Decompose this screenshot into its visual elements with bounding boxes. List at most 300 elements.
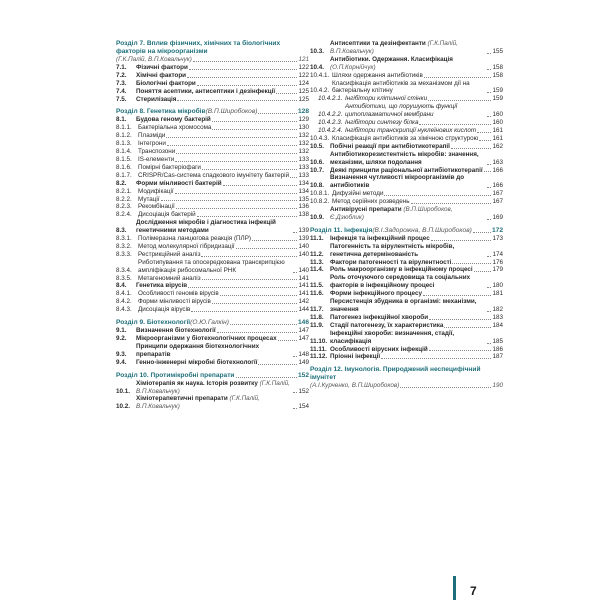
toc-entry[interactable] xyxy=(310,151,503,167)
toc-entry[interactable] xyxy=(116,306,309,314)
entry-body xyxy=(136,96,309,104)
entry-page: 160 xyxy=(492,119,503,127)
toc-section xyxy=(310,227,503,362)
entry-title xyxy=(136,88,275,96)
section-title-text: Розділ 9. Біотехнології xyxy=(116,319,191,327)
toc-entry[interactable] xyxy=(310,322,503,330)
toc-entry[interactable] xyxy=(116,327,309,335)
entry-page: 124 xyxy=(298,79,309,87)
section-title-text: Розділ 10. Протимікробні препарати xyxy=(116,371,235,379)
section-title[interactable] xyxy=(116,319,309,327)
entry-page: 141 xyxy=(298,290,309,298)
entry-number: 11.11. xyxy=(310,345,327,353)
toc-entry[interactable] xyxy=(310,72,503,80)
entry-body xyxy=(138,298,309,306)
dot-leader xyxy=(293,232,297,233)
dot-leader xyxy=(175,161,297,162)
entry-body xyxy=(136,80,309,88)
entry-title-text: Полімеразна ланцюгова реакція (ПЛР) xyxy=(138,235,251,243)
entry-title xyxy=(138,140,166,148)
section-author: (О.Ю.Галкін) xyxy=(190,319,229,327)
entry-title xyxy=(138,298,211,306)
dot-leader xyxy=(177,100,297,101)
entry-title xyxy=(136,359,257,367)
entry-title-text: Дисоціація бактерій xyxy=(138,211,196,219)
toc-entry[interactable] xyxy=(116,132,309,140)
entry-title xyxy=(330,298,486,314)
entry-number: 8.3.3. xyxy=(116,250,132,258)
entry-number: 10.8. xyxy=(310,182,325,190)
entry-body xyxy=(136,180,309,188)
entry-title-text: Модифікації xyxy=(138,187,174,195)
toc-section xyxy=(310,366,503,390)
entry-title xyxy=(138,251,200,259)
entry-page: 166 xyxy=(492,166,503,174)
toc-entry[interactable] xyxy=(116,156,309,164)
section-author-line xyxy=(310,382,503,390)
toc-entry[interactable] xyxy=(310,135,503,143)
entry-body xyxy=(136,64,309,72)
entry-body xyxy=(330,174,503,190)
entry-page: 162 xyxy=(492,142,503,150)
entry-title-text: Визначення чутливості мікроорганізмів до антибіотиків xyxy=(330,174,465,190)
entry-title-text: Бактеріальна хромосома xyxy=(138,124,212,132)
entry-page: 169 xyxy=(492,213,503,221)
toc-entry[interactable] xyxy=(310,235,503,243)
entry-title-text: Особливості геномів вірусів xyxy=(138,290,219,298)
entry-title-text: Будова геному бактерій xyxy=(136,116,211,124)
section-page: 128 xyxy=(297,108,309,116)
entry-title-text: Інгібітори синтезу білка xyxy=(345,119,419,127)
toc-entry[interactable] xyxy=(310,298,503,314)
entry-page: 139 xyxy=(298,235,309,243)
toc-entry[interactable] xyxy=(310,174,503,190)
entry-title xyxy=(332,135,478,143)
entry-page: 141 xyxy=(298,282,309,290)
entry-title-text: Біологічні фактори xyxy=(136,79,196,87)
entry-number: 8.3.1. xyxy=(116,235,132,243)
entry-title xyxy=(138,259,292,275)
section-author: (В.П.Широбоков) xyxy=(205,108,258,116)
entry-page: 149 xyxy=(298,358,309,366)
toc-entry[interactable] xyxy=(310,314,503,322)
toc-entry[interactable] xyxy=(310,127,503,135)
dot-leader xyxy=(411,203,492,204)
entry-title-text: Риботипування та опосередкована транскрипцією ампліфікація рибосомальної РНК xyxy=(138,258,285,274)
entry-body xyxy=(136,395,309,411)
toc-entry[interactable] xyxy=(116,140,309,148)
toc-entry[interactable] xyxy=(116,243,309,251)
entry-number: 8.1.1. xyxy=(116,124,132,132)
toc-entry[interactable] xyxy=(310,243,503,259)
entry-title-text: Антисептики та дезінфектанти xyxy=(330,40,426,47)
dot-leader xyxy=(167,145,298,146)
dot-leader xyxy=(278,340,298,341)
entry-number: 8.1.5. xyxy=(116,155,132,163)
entry-title xyxy=(330,274,486,290)
toc-entry[interactable] xyxy=(116,259,309,275)
entry-page: 163 xyxy=(492,158,503,166)
entry-title-text: Патогенність та вірулентність мікробів, генетична детермінованість xyxy=(330,242,455,258)
dot-leader xyxy=(212,129,297,130)
entry-number: 8.4.2. xyxy=(116,298,132,306)
dot-leader xyxy=(258,364,297,365)
section-title-text: Розділ 8. Генетика мікробів xyxy=(116,108,206,116)
entry-page: 159 xyxy=(492,87,503,95)
section-title[interactable] xyxy=(116,40,309,56)
entry-page: 129 xyxy=(298,116,309,124)
toc-entry[interactable] xyxy=(310,103,503,119)
entry-title xyxy=(136,327,216,335)
entry-number: 10.4. xyxy=(310,63,325,71)
entry-title xyxy=(330,353,380,361)
entry-number: 9.3. xyxy=(116,350,127,358)
entry-number: 10.5. xyxy=(310,142,325,150)
toc-entry[interactable] xyxy=(310,274,503,290)
entry-author: (Г.К.Палій, В.П.Ковальчук) xyxy=(136,395,260,411)
toc-entry[interactable] xyxy=(310,40,503,56)
entry-number: 11.3. xyxy=(310,258,324,266)
entry-number: 8.3.4. xyxy=(116,266,132,274)
entry-title xyxy=(330,290,422,298)
entry-body xyxy=(330,314,503,322)
section-page: 190 xyxy=(492,382,503,390)
entry-title xyxy=(136,343,292,359)
entry-title xyxy=(345,127,476,135)
entry-title-text: Хіміотерапія як наука. Історія розвитку xyxy=(136,379,258,387)
entry-title-text: Інфекційні хвороби: визначення, стадії, класифікація xyxy=(330,329,455,345)
toc-entry[interactable] xyxy=(116,80,309,88)
entry-number: 10.4.3. xyxy=(310,134,330,142)
entry-body xyxy=(332,198,503,206)
entry-author: (Г.К.Палій, В.П.Ковальчук) xyxy=(136,379,290,395)
entry-number: 10.1. xyxy=(116,387,131,395)
entry-title-text: Шляхи одержання антибіотиків xyxy=(332,71,423,79)
toc-entry[interactable] xyxy=(116,251,309,259)
entry-title xyxy=(138,164,201,172)
entry-number: 8.2.2. xyxy=(116,195,132,203)
entry-page: 182 xyxy=(492,306,503,313)
entry-title-text: Визначення біотехнології xyxy=(136,327,216,335)
dot-leader xyxy=(487,92,491,93)
entry-page: 161 xyxy=(492,134,503,142)
entry-number: 8.2.4. xyxy=(116,211,132,219)
entry-body xyxy=(138,235,309,243)
entry-body xyxy=(345,119,503,127)
entry-title-text: Генетика вірусів xyxy=(136,282,188,290)
toc-entry[interactable] xyxy=(116,343,309,359)
section-title[interactable] xyxy=(310,227,503,235)
section-title[interactable] xyxy=(116,372,309,380)
entry-page: 180 xyxy=(492,282,503,290)
dot-leader xyxy=(487,311,491,312)
toc-entry[interactable] xyxy=(310,290,503,298)
dot-leader xyxy=(176,153,297,154)
entry-body xyxy=(136,219,309,235)
entry-page: 184 xyxy=(492,321,503,329)
section-author: (А.І.Курченко, В.П.Широбоков) xyxy=(310,382,400,390)
entry-title xyxy=(332,72,423,80)
entry-page: 173 xyxy=(492,234,503,242)
dot-leader xyxy=(423,295,492,296)
entry-page: 176 xyxy=(492,258,503,266)
entry-title xyxy=(330,151,486,167)
entry-page: 141 xyxy=(298,274,309,282)
toc-entry[interactable] xyxy=(310,56,503,72)
dot-leader xyxy=(381,358,491,359)
dot-leader xyxy=(217,332,298,333)
entry-number: 11.4. xyxy=(310,266,324,274)
page-number-bar xyxy=(453,576,456,600)
toc-section xyxy=(116,372,309,412)
toc-entry[interactable] xyxy=(310,330,503,346)
toc-entry[interactable] xyxy=(310,198,503,206)
entry-page: 147 xyxy=(298,327,309,335)
entry-author: (О.П.Корнійчук) xyxy=(330,63,376,71)
toc-entry[interactable] xyxy=(116,88,309,96)
entry-title-text: Мікроорганізми у біотехнологічних процесах xyxy=(136,335,277,342)
toc-entry[interactable] xyxy=(116,298,309,306)
entry-number: 8.3.2. xyxy=(116,242,132,250)
entry-body xyxy=(138,132,309,140)
entry-number: 8.1.6. xyxy=(116,163,132,171)
entry-page: 155 xyxy=(492,47,503,55)
toc-entry[interactable] xyxy=(310,353,503,361)
entry-body xyxy=(330,330,503,346)
dot-leader xyxy=(479,140,491,141)
dot-leader xyxy=(293,408,297,409)
entry-number: 11.12. xyxy=(310,353,328,361)
entry-body xyxy=(330,243,503,259)
entry-title xyxy=(332,80,486,96)
entry-body xyxy=(138,306,309,314)
entry-page: 185 xyxy=(492,337,503,345)
entry-title-text: Мутації xyxy=(138,195,160,203)
entry-page: 179 xyxy=(492,266,503,274)
toc-entry[interactable] xyxy=(116,235,309,243)
dot-leader xyxy=(252,240,297,241)
dot-leader xyxy=(474,271,492,272)
entry-page: 140 xyxy=(298,250,309,258)
dot-leader xyxy=(197,85,298,86)
entry-body xyxy=(138,259,309,275)
entry-page: 136 xyxy=(298,203,309,211)
entry-title-text: Інгібітори транскрипції нуклеїнових кислот xyxy=(345,126,477,134)
entry-page: 134 xyxy=(298,187,309,195)
entry-body xyxy=(138,156,309,164)
dot-leader xyxy=(191,311,297,312)
entry-page: 139 xyxy=(298,227,309,235)
entry-title-text: Генно-інженерні мікробні біотехнології xyxy=(136,358,258,366)
entry-page: 187 xyxy=(492,353,503,361)
dot-leader xyxy=(487,164,491,165)
dot-leader xyxy=(176,208,298,209)
entry-page: 152 xyxy=(298,387,309,395)
toc-entry[interactable] xyxy=(310,206,503,222)
entry-body xyxy=(332,72,503,80)
entry-number: 8.1.2. xyxy=(116,132,132,140)
entry-title xyxy=(138,235,251,243)
entry-page: 140 xyxy=(298,242,309,250)
entry-title-text: Антибіотики. Одержання. Класифікація xyxy=(330,55,453,63)
dot-leader xyxy=(431,240,492,241)
section-title-text: Розділ 7. Вплив фізичних, хімічних та біологічних факторів на мікроорганізми xyxy=(116,40,281,55)
entry-body xyxy=(138,148,309,156)
entry-title-text: Роль макроорганізму в інфекційному процесі xyxy=(330,266,473,274)
entry-body xyxy=(330,274,503,290)
entry-number: 10.8.1. xyxy=(310,190,330,198)
entry-body xyxy=(138,243,309,251)
entry-title xyxy=(345,103,486,119)
toc-section xyxy=(310,40,503,222)
dot-leader xyxy=(487,287,491,288)
toc-entry[interactable] xyxy=(116,172,309,180)
entry-body xyxy=(330,353,503,361)
entry-page: 160 xyxy=(492,111,503,119)
entry-page: 186 xyxy=(492,345,503,353)
toc-section xyxy=(116,40,309,103)
section-page: 121 xyxy=(298,56,309,63)
entry-number: 11.9. xyxy=(310,321,324,329)
entry-body xyxy=(138,172,309,180)
entry-number: 10.4.2.1. xyxy=(318,95,343,103)
toc-entry[interactable] xyxy=(116,164,309,172)
entry-page: 158 xyxy=(492,71,503,79)
entry-number: 10.8.2. xyxy=(310,198,330,206)
entry-title xyxy=(138,148,175,156)
toc-entry[interactable] xyxy=(116,380,309,396)
entry-title-text: Стерилізація xyxy=(136,95,177,103)
toc-right-column xyxy=(310,40,503,395)
dot-leader xyxy=(487,343,491,344)
entry-body xyxy=(330,56,503,72)
entry-number: 7.5. xyxy=(116,95,127,103)
entry-page: 148 xyxy=(298,350,309,358)
dot-leader xyxy=(193,56,298,62)
toc-entry[interactable] xyxy=(116,72,309,80)
entry-title-text: Антибіотикорезистентність мікробів: значення, механізми, шляхи подолання xyxy=(330,150,479,166)
dot-leader xyxy=(484,171,492,172)
entry-number: 11.2. xyxy=(310,250,324,258)
entry-title-text: Деякі принципи раціональної антибіотикотерапії xyxy=(330,166,483,174)
entry-body xyxy=(332,80,503,96)
entry-number: 10.7. xyxy=(310,166,325,174)
entry-number: 7.4. xyxy=(116,87,127,95)
dot-leader xyxy=(212,303,298,304)
entry-title-text: Метод серійних розведень xyxy=(332,198,410,206)
toc-entry[interactable] xyxy=(116,359,309,367)
entry-number: 10.4.2. xyxy=(310,87,330,95)
page-number: 7 xyxy=(470,584,477,598)
dot-leader xyxy=(477,132,491,133)
entry-title-text: Патогенез інфекційної хвороби xyxy=(330,313,429,321)
entry-body xyxy=(136,359,309,367)
entry-body xyxy=(330,206,503,222)
entry-page: 132 xyxy=(298,140,309,148)
dot-leader xyxy=(220,295,298,296)
toc-entry[interactable] xyxy=(310,119,503,127)
entry-page: 167 xyxy=(492,190,503,198)
entry-number: 8.4. xyxy=(116,282,127,290)
entry-author: (В.П.Широбоков, Є.Дзюблик) xyxy=(330,206,453,221)
dot-leader xyxy=(487,219,491,220)
dot-leader xyxy=(175,193,298,194)
entry-number: 8.3.5. xyxy=(116,274,132,282)
entry-page: 132 xyxy=(298,132,309,140)
entry-number: 8.1.3. xyxy=(116,140,132,148)
entry-page: 133 xyxy=(298,155,309,163)
dot-leader xyxy=(429,350,492,351)
entry-page: 144 xyxy=(298,306,309,314)
section-title-text: Розділ 11. Інфекція xyxy=(310,226,373,234)
dot-leader xyxy=(276,93,297,94)
dot-leader xyxy=(444,327,491,328)
dot-leader xyxy=(197,216,298,217)
entry-number: 10.2. xyxy=(116,403,131,411)
entry-page: 181 xyxy=(492,290,503,298)
entry-page: 134 xyxy=(298,179,309,187)
entry-title xyxy=(136,80,196,88)
entry-page: 174 xyxy=(492,250,503,258)
entry-number: 7.1. xyxy=(116,63,127,71)
entry-number: 10.4.2.2. xyxy=(318,111,343,119)
toc-entry[interactable] xyxy=(310,80,503,96)
entry-number: 9.2. xyxy=(116,335,127,342)
entry-title-text: Побічні реакції при антибіотикотерапії xyxy=(330,142,450,150)
toc-entry[interactable] xyxy=(116,395,309,411)
entry-body xyxy=(332,135,503,143)
entry-body xyxy=(330,143,503,151)
entry-title-text: Плазміди xyxy=(138,132,166,140)
section-author: (В.І.Задорожна, В.П.Широбоков) xyxy=(372,226,472,234)
entry-page: 122 xyxy=(298,63,309,71)
toc-entry[interactable] xyxy=(116,219,309,235)
entry-body xyxy=(136,327,309,335)
toc-entry[interactable] xyxy=(116,180,309,188)
toc-entry[interactable] xyxy=(310,143,503,151)
toc-entry[interactable] xyxy=(116,96,309,104)
entry-number: 7.2. xyxy=(116,71,127,79)
entry-body xyxy=(138,140,309,148)
entry-title xyxy=(330,235,430,243)
dot-leader xyxy=(236,248,298,249)
entry-number: 8.2.3. xyxy=(116,203,132,211)
dot-leader xyxy=(187,77,297,78)
entry-title-text: Метод молекулярної гібридизації xyxy=(138,242,235,250)
entry-number: 10.4.1. xyxy=(310,71,330,79)
toc-entry[interactable] xyxy=(116,188,309,196)
entry-author: (Г.К.Палій, В.П.Ковальчук) xyxy=(330,40,458,55)
entry-title xyxy=(138,132,165,140)
toc-entry[interactable] xyxy=(310,190,503,198)
entry-title xyxy=(345,119,418,127)
dot-leader xyxy=(429,319,491,320)
toc-left-column xyxy=(116,40,309,416)
toc-entry[interactable] xyxy=(116,64,309,72)
section-title-text: Розділ 12. Імунологія. Природжений неспецифічний імунітет xyxy=(310,366,481,382)
entry-number: 10.3. xyxy=(310,47,325,55)
entry-body xyxy=(136,72,309,80)
dot-leader xyxy=(189,69,298,70)
entry-page: 133 xyxy=(298,163,309,171)
toc-entry[interactable] xyxy=(116,335,309,343)
entry-title xyxy=(138,156,174,164)
toc-entry[interactable] xyxy=(116,148,309,156)
section-title[interactable] xyxy=(310,366,503,382)
entry-body xyxy=(330,151,503,167)
entry-title-text: Пріонні інфекції xyxy=(330,353,381,361)
entry-body xyxy=(345,103,503,119)
